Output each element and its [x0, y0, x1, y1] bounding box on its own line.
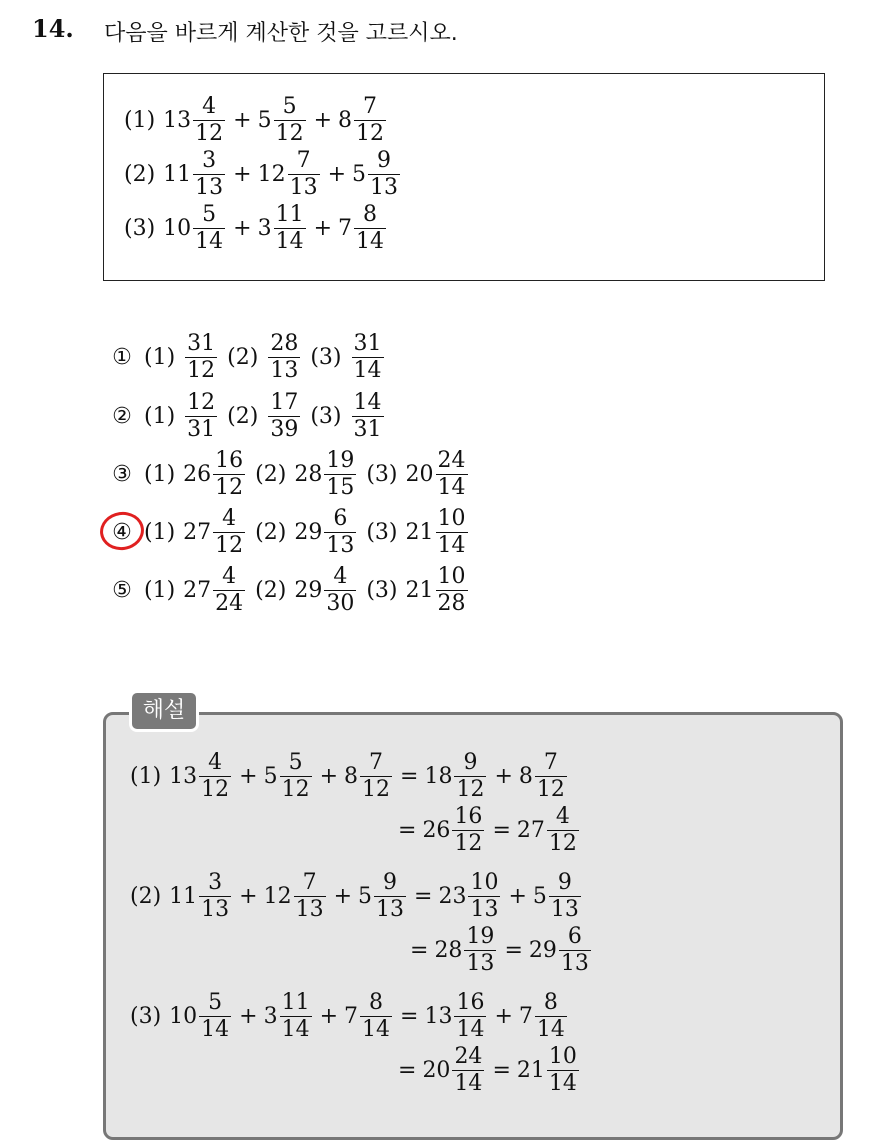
numerator: 9	[463, 750, 478, 775]
equals-sign: =	[410, 938, 429, 963]
denominator: 14	[195, 229, 224, 254]
mixed-number	[344, 992, 394, 1041]
whole-part: 13	[169, 764, 198, 789]
choice-item-label: (3)	[366, 578, 398, 603]
numerator: 5	[282, 94, 297, 119]
whole-part: 21	[516, 1058, 545, 1083]
mixed-number	[258, 204, 308, 253]
denominator: 13	[376, 897, 405, 922]
numerator: 4	[222, 564, 237, 589]
fraction	[559, 926, 591, 975]
numerator: 4	[208, 750, 223, 775]
numerator: 7	[296, 148, 311, 173]
whole-part: 26	[183, 462, 212, 487]
denominator: 13	[370, 175, 399, 200]
denominator: 12	[215, 475, 244, 500]
denominator: 12	[456, 777, 485, 802]
choice-item-label: (1)	[144, 578, 176, 603]
numerator: 4	[555, 804, 570, 829]
denominator: 12	[548, 831, 577, 856]
choice-mark: ③	[112, 462, 132, 487]
numerator: 31	[353, 331, 382, 356]
denominator: 13	[195, 175, 224, 200]
solution-line	[130, 992, 569, 1041]
whole-part: 5	[532, 884, 547, 909]
choice-item-label: (2)	[255, 520, 287, 545]
mixed-number	[519, 752, 569, 801]
mixed-number	[183, 566, 247, 615]
plus-sign: +	[327, 162, 347, 187]
numerator: 9	[383, 870, 398, 895]
plus-sign: +	[233, 108, 252, 133]
fraction	[280, 992, 312, 1041]
denominator: 12	[362, 777, 391, 802]
choice-mark: ①	[112, 345, 132, 370]
mixed-number	[338, 204, 388, 253]
choice-item-label: (1)	[144, 462, 176, 487]
whole-part: 3	[257, 216, 272, 241]
problem-row	[124, 204, 388, 253]
fraction	[354, 204, 386, 253]
choice-item-label: (3)	[310, 345, 342, 370]
denominator: 14	[356, 229, 385, 254]
equals-sign: =	[504, 938, 523, 963]
denominator: 14	[456, 1017, 485, 1042]
choice-row	[108, 508, 470, 557]
fraction	[436, 566, 468, 615]
numerator: 4	[222, 506, 237, 531]
denominator: 28	[437, 591, 466, 616]
mixed-number	[529, 926, 593, 975]
whole-part: 20	[422, 1058, 451, 1083]
numerator: 8	[543, 990, 558, 1015]
mixed-number	[422, 1046, 486, 1095]
mixed-number	[434, 926, 498, 975]
problem-row	[124, 96, 388, 145]
equals-sign: =	[400, 764, 419, 789]
mixed-number	[406, 450, 470, 499]
whole-part: 23	[438, 884, 467, 909]
mixed-number	[169, 752, 233, 801]
choice-item-label: (1)	[144, 345, 176, 370]
fraction	[535, 752, 567, 801]
numerator: 3	[208, 870, 223, 895]
numerator: 10	[437, 564, 466, 589]
numerator: 6	[333, 506, 348, 531]
solution-line	[130, 752, 569, 801]
whole-part: 29	[294, 578, 323, 603]
numerator: 5	[208, 990, 223, 1015]
fraction	[294, 872, 326, 921]
denominator: 12	[201, 777, 230, 802]
mixed-number	[344, 752, 394, 801]
numerator: 7	[363, 94, 378, 119]
plus-sign: +	[494, 1004, 513, 1029]
choice-item-label: (3)	[310, 404, 342, 429]
plus-sign: +	[508, 884, 527, 909]
numerator: 16	[456, 990, 485, 1015]
mixed-number	[422, 806, 486, 855]
mixed-number	[183, 450, 247, 499]
plus-sign: +	[313, 108, 333, 133]
solution-line	[404, 926, 593, 975]
problem-label: (3)	[124, 216, 156, 241]
fraction	[324, 566, 356, 615]
numerator: 6	[567, 924, 582, 949]
fraction	[324, 508, 356, 557]
plus-sign: +	[319, 1004, 339, 1029]
denominator: 13	[201, 897, 230, 922]
plus-sign: +	[333, 884, 353, 909]
question-number: 14.	[32, 14, 74, 43]
denominator: 14	[275, 229, 304, 254]
denominator: 12	[454, 831, 483, 856]
plus-sign: +	[233, 162, 252, 187]
denominator: 12	[195, 121, 224, 146]
mixed-number	[406, 508, 470, 557]
numerator: 11	[281, 990, 310, 1015]
choice-item-label: (2)	[227, 404, 259, 429]
equals-sign: =	[400, 1004, 419, 1029]
plus-sign: +	[239, 1004, 258, 1029]
denominator: 13	[289, 175, 318, 200]
whole-part: 20	[405, 462, 434, 487]
mixed-number	[517, 806, 581, 855]
fraction	[199, 992, 231, 1041]
denominator: 14	[437, 475, 466, 500]
whole-part: 29	[528, 938, 557, 963]
fraction	[193, 150, 225, 199]
numerator: 5	[202, 202, 217, 227]
fraction	[549, 872, 581, 921]
fraction	[454, 752, 486, 801]
denominator: 14	[437, 533, 466, 558]
fraction	[352, 392, 384, 441]
whole-part: 28	[434, 938, 463, 963]
plus-sign: +	[313, 216, 333, 241]
numerator: 8	[363, 202, 378, 227]
problem-label: (1)	[124, 108, 156, 133]
denominator: 30	[326, 591, 355, 616]
fraction	[468, 872, 500, 921]
fraction	[268, 333, 300, 382]
choice-item-label: (2)	[227, 345, 259, 370]
mixed-number	[183, 333, 219, 382]
whole-part: 7	[344, 1004, 359, 1029]
whole-part: 8	[338, 108, 353, 133]
mixed-number	[183, 508, 247, 557]
mixed-number	[169, 872, 233, 921]
numerator: 4	[202, 94, 217, 119]
denominator: 14	[362, 1017, 391, 1042]
mixed-number	[294, 566, 358, 615]
mixed-number	[266, 392, 302, 441]
choice-item-label: (3)	[366, 462, 398, 487]
denominator: 13	[470, 897, 499, 922]
mixed-number	[169, 992, 233, 1041]
whole-part: 7	[518, 1004, 533, 1029]
fraction	[368, 150, 400, 199]
denominator: 13	[326, 533, 355, 558]
mixed-number	[350, 392, 386, 441]
numerator: 16	[454, 804, 483, 829]
denominator: 14	[454, 1071, 483, 1096]
denominator: 31	[187, 417, 216, 442]
numerator: 9	[557, 870, 572, 895]
whole-part: 11	[163, 162, 192, 187]
mixed-number	[517, 1046, 581, 1095]
fraction	[193, 96, 225, 145]
mixed-number	[294, 508, 358, 557]
choice-mark: ④	[112, 520, 132, 545]
mixed-number	[264, 752, 314, 801]
choice-row	[108, 333, 386, 382]
fraction	[464, 926, 496, 975]
whole-part: 5	[257, 108, 272, 133]
fraction	[452, 1046, 484, 1095]
denominator: 12	[281, 777, 310, 802]
mixed-number	[264, 992, 314, 1041]
numerator: 10	[470, 870, 499, 895]
fraction	[199, 872, 231, 921]
denominator: 14	[281, 1017, 310, 1042]
denominator: 14	[353, 358, 382, 383]
fraction	[185, 392, 217, 441]
denominator: 13	[295, 897, 324, 922]
denominator: 12	[275, 121, 304, 146]
numerator: 3	[202, 148, 217, 173]
plus-sign: +	[239, 764, 258, 789]
whole-part: 13	[163, 108, 192, 133]
choice-item-label: (1)	[144, 520, 176, 545]
mixed-number	[163, 150, 227, 199]
problem-row	[124, 150, 402, 199]
plus-sign: +	[239, 884, 258, 909]
denominator: 12	[187, 358, 216, 383]
fraction	[436, 508, 468, 557]
mixed-number	[424, 992, 488, 1041]
numerator: 19	[326, 448, 355, 473]
whole-part: 3	[263, 1004, 278, 1029]
denominator: 24	[215, 591, 244, 616]
numerator: 12	[187, 390, 216, 415]
numerator: 8	[369, 990, 384, 1015]
choice-item-label: (2)	[255, 462, 287, 487]
mixed-number	[163, 204, 227, 253]
numerator: 31	[187, 331, 216, 356]
numerator: 10	[437, 506, 466, 531]
solution-part-label: (1)	[130, 764, 162, 789]
fraction	[360, 752, 392, 801]
mixed-number	[352, 150, 402, 199]
fraction	[547, 1046, 579, 1095]
whole-part: 29	[294, 520, 323, 545]
mixed-number	[258, 150, 322, 199]
fraction	[535, 992, 567, 1041]
fraction	[352, 333, 384, 382]
mixed-number	[294, 450, 358, 499]
numerator: 9	[377, 148, 392, 173]
numerator: 10	[548, 1044, 577, 1069]
whole-part: 8	[518, 764, 533, 789]
fraction	[452, 806, 484, 855]
solution-label: 해설	[129, 690, 199, 732]
fraction	[268, 392, 300, 441]
equals-sign: =	[398, 818, 417, 843]
fraction	[213, 508, 245, 557]
whole-part: 21	[405, 578, 434, 603]
fraction	[199, 752, 231, 801]
mixed-number	[258, 96, 308, 145]
mixed-number	[533, 872, 583, 921]
fraction	[274, 204, 306, 253]
numerator: 17	[270, 390, 299, 415]
fraction	[213, 566, 245, 615]
whole-part: 18	[424, 764, 453, 789]
numerator: 11	[275, 202, 304, 227]
equals-sign: =	[492, 1058, 511, 1083]
choice-item-label: (2)	[255, 578, 287, 603]
whole-part: 13	[424, 1004, 453, 1029]
choice-item-label: (1)	[144, 404, 176, 429]
mixed-number	[358, 872, 408, 921]
solution-part-label: (2)	[130, 884, 162, 909]
denominator: 15	[326, 475, 355, 500]
fraction	[288, 150, 320, 199]
denominator: 12	[536, 777, 565, 802]
choice-row	[108, 392, 386, 441]
fraction	[274, 96, 306, 145]
mixed-number	[163, 96, 227, 145]
plus-sign: +	[233, 216, 252, 241]
choice-mark: ②	[112, 404, 132, 429]
fraction	[360, 992, 392, 1041]
numerator: 16	[215, 448, 244, 473]
fraction	[185, 333, 217, 382]
numerator: 7	[543, 750, 558, 775]
numerator: 14	[353, 390, 382, 415]
numerator: 24	[437, 448, 466, 473]
mixed-number	[438, 872, 502, 921]
solution-line	[130, 872, 583, 921]
whole-part: 28	[294, 462, 323, 487]
mixed-number	[519, 992, 569, 1041]
choice-mark: ⑤	[112, 578, 132, 603]
fraction	[213, 450, 245, 499]
whole-part: 5	[358, 884, 373, 909]
whole-part: 21	[405, 520, 434, 545]
denominator: 13	[550, 897, 579, 922]
fraction	[374, 872, 406, 921]
whole-part: 5	[352, 162, 367, 187]
solution-line	[392, 1046, 581, 1095]
whole-part: 26	[422, 818, 451, 843]
equals-sign: =	[414, 884, 433, 909]
choice-row	[108, 450, 470, 499]
denominator: 13	[560, 951, 589, 976]
numerator: 7	[302, 870, 317, 895]
fraction	[547, 806, 579, 855]
whole-part: 27	[183, 578, 212, 603]
equals-sign: =	[398, 1058, 417, 1083]
whole-part: 11	[169, 884, 198, 909]
fraction	[354, 96, 386, 145]
plus-sign: +	[319, 764, 339, 789]
numerator: 4	[333, 564, 348, 589]
solution-part-label: (3)	[130, 1004, 162, 1029]
denominator: 39	[270, 417, 299, 442]
fraction	[454, 992, 486, 1041]
denominator: 14	[548, 1071, 577, 1096]
mixed-number	[266, 333, 302, 382]
whole-part: 7	[338, 216, 353, 241]
denominator: 13	[270, 358, 299, 383]
mixed-number	[406, 566, 470, 615]
choice-row	[108, 566, 470, 615]
fraction	[280, 752, 312, 801]
denominator: 14	[201, 1017, 230, 1042]
numerator: 5	[288, 750, 303, 775]
problem-label: (2)	[124, 162, 156, 187]
denominator: 12	[215, 533, 244, 558]
mixed-number	[183, 392, 219, 441]
numerator: 28	[270, 331, 299, 356]
denominator: 14	[536, 1017, 565, 1042]
denominator: 13	[466, 951, 495, 976]
question-text: 다음을 바르게 계산한 것을 고르시오.	[104, 21, 458, 46]
plus-sign: +	[494, 764, 513, 789]
whole-part: 10	[169, 1004, 198, 1029]
whole-part: 8	[344, 764, 359, 789]
fraction	[436, 450, 468, 499]
numerator: 7	[369, 750, 384, 775]
fraction	[324, 450, 356, 499]
numerator: 19	[466, 924, 495, 949]
whole-part: 12	[263, 884, 292, 909]
mixed-number	[338, 96, 388, 145]
numerator: 24	[454, 1044, 483, 1069]
whole-part: 10	[163, 216, 192, 241]
mixed-number	[424, 752, 488, 801]
denominator: 12	[356, 121, 385, 146]
solution-line	[392, 806, 581, 855]
whole-part: 12	[257, 162, 286, 187]
mixed-number	[350, 333, 386, 382]
whole-part: 27	[183, 520, 212, 545]
whole-part: 5	[263, 764, 278, 789]
choice-item-label: (3)	[366, 520, 398, 545]
denominator: 31	[353, 417, 382, 442]
whole-part: 27	[516, 818, 545, 843]
mixed-number	[264, 872, 328, 921]
fraction	[193, 204, 225, 253]
equals-sign: =	[492, 818, 511, 843]
